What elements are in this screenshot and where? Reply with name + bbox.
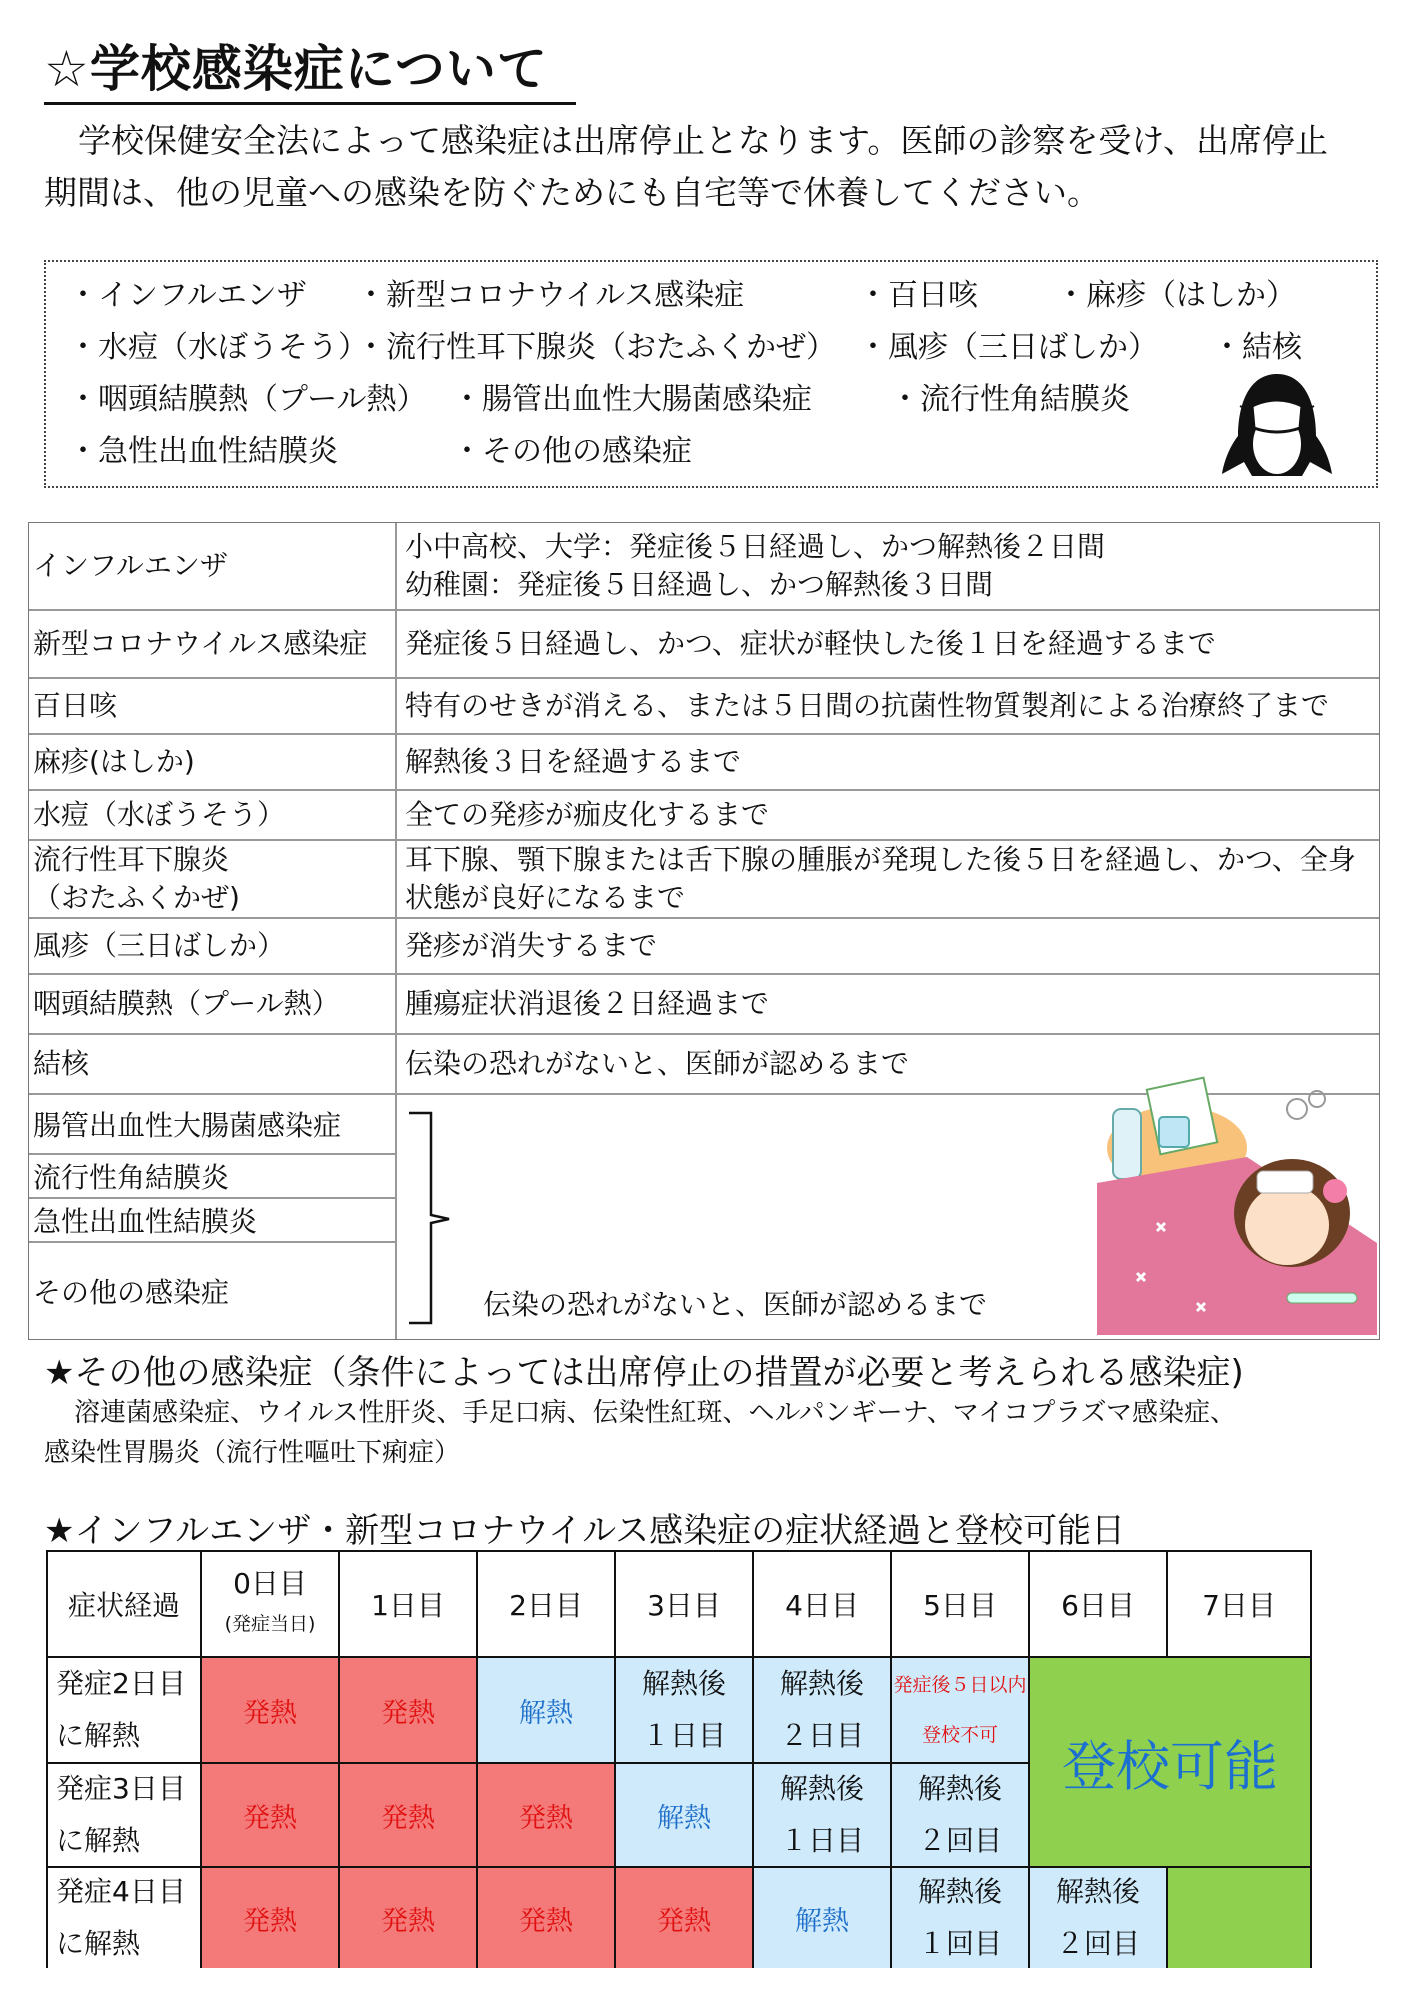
column-header: 2日目 <box>478 1552 616 1658</box>
suspension-period: 特有のせきが消える、または５日間の抗菌性物質製剤による治療終了まで <box>405 689 1330 722</box>
disease-name: 咽頭結膜熱（プール熱） <box>29 975 397 1033</box>
fever-cell: 発熱 <box>340 1868 478 1968</box>
after-fever-cell: 解熱後 １日目 <box>616 1658 754 1764</box>
disease-name: 腸管出血性大腸菌感染症 <box>29 1095 397 1155</box>
intro-line-2: 期間は、他の児童への感染を防ぐためにも自宅等で休養してください。 <box>44 173 1100 212</box>
list-item: ・風疹（三日ばしか） <box>858 330 1158 365</box>
fever-cell: 発熱 <box>340 1764 478 1868</box>
list-item: ・百日咳 <box>858 278 978 313</box>
after-fever-cell: 解熱後 ２回目 <box>1030 1868 1168 1968</box>
no-school-cell: 発症後５日以内 登校不可 <box>892 1658 1030 1764</box>
row-label: 発症4日目 に解熱 <box>48 1868 202 1968</box>
suspension-period-table <box>28 522 1380 1340</box>
table-row <box>29 735 1379 791</box>
table-row <box>29 523 1379 611</box>
suspension-period: 小中高校、大学：発症後５日経過し、かつ解熱後２日間 幼稚園：発症後５日経過し、かつ解熱後３日間 <box>405 530 1106 601</box>
group-brace-icon <box>401 1105 461 1331</box>
penguin-mask-icon <box>1218 366 1336 478</box>
fever-cell: 発熱 <box>340 1658 478 1764</box>
table-row <box>29 679 1379 735</box>
after-fever-cell: 解熱後 ２回目 <box>892 1764 1030 1868</box>
disease-name: 麻疹(はしか) <box>29 735 397 789</box>
list-item: ・腸管出血性大腸菌感染症 <box>452 382 812 417</box>
intro-line-1: 学校保健安全法によって感染症は出席停止となります。医師の診察を受け、出席停止 <box>78 121 1329 160</box>
defervescence-cell: 解熱 <box>478 1658 616 1764</box>
disease-name: 百日咳 <box>29 679 397 733</box>
defervescence-cell: 解熱 <box>616 1764 754 1868</box>
disease-name: 流行性耳下腺炎 （おたふくかぜ) <box>29 841 397 917</box>
list-item: ・急性出血性結膜炎 <box>68 434 338 469</box>
suspension-period: 発症後５日経過し、かつ、症状が軽快した後１日を経過するまで <box>405 627 1216 660</box>
intro-paragraph <box>44 115 1374 219</box>
other-infections-heading: ★その他の感染症（条件によっては出席停止の措置が必要と考えられる感染症) <box>44 1353 1244 1393</box>
disease-name: 結核 <box>29 1035 397 1093</box>
table-row <box>29 919 1379 975</box>
row-label: 発症3日目 に解熱 <box>48 1764 202 1868</box>
list-item: ・麻疹（はしか） <box>1056 278 1296 313</box>
suspension-period: 腫瘍症状消退後２日経過まで <box>405 987 770 1020</box>
disease-name: その他の感染症 <box>29 1243 397 1339</box>
fever-cell: 発熱 <box>202 1868 340 1968</box>
column-header: 症状経過 <box>48 1552 202 1658</box>
schedule-heading: ★インフルエンザ・新型コロナウイルス感染症の症状経過と登校可能日 <box>44 1511 1126 1551</box>
fever-cell: 発熱 <box>616 1868 754 1968</box>
disease-name: 風疹（三日ばしか） <box>29 919 397 973</box>
column-header: 6日目 <box>1030 1552 1168 1658</box>
list-item: ・その他の感染症 <box>452 434 692 469</box>
column-header: 3日目 <box>616 1552 754 1658</box>
disease-list-box <box>44 260 1378 488</box>
fever-cell: 発熱 <box>202 1764 340 1868</box>
table-row <box>29 975 1379 1035</box>
suspension-period: 全ての発疹が痂皮化するまで <box>405 798 770 831</box>
column-header: 4日目 <box>754 1552 892 1658</box>
list-item: ・インフルエンザ <box>68 278 307 313</box>
suspension-period: 解熱後３日を経過するまで <box>405 745 742 778</box>
sick-child-illustration <box>1097 1073 1377 1335</box>
fever-cell: 発熱 <box>202 1658 340 1764</box>
table-row <box>29 611 1379 679</box>
other-infections-list: 溶連菌感染症、ウイルス性肝炎、手足口病、伝染性紅斑、ヘルパンギーナ、マイコプラズマ感染症、 感染性胃腸炎（流行性嘔吐下痢症） <box>44 1398 1236 1468</box>
list-item: ・咽頭結膜熱（プール熱） <box>68 382 427 417</box>
page-title: ☆学校感染症について <box>44 40 576 105</box>
after-fever-cell: 解熱後 ２日目 <box>754 1658 892 1764</box>
list-item: ・流行性耳下腺炎（おたふくかぜ） <box>356 330 836 365</box>
table-row <box>29 791 1379 841</box>
after-fever-cell: 解熱後 １回目 <box>892 1868 1030 1968</box>
row-label: 発症2日目 に解熱 <box>48 1658 202 1764</box>
suspension-period: 耳下腺、顎下腺または舌下腺の腫脹が発現した後５日を経過し、かつ、全身 状態が良好になるまで <box>405 843 1356 914</box>
list-item: ・新型コロナウイルス感染症 <box>356 278 745 313</box>
column-header: 5日目 <box>892 1552 1030 1658</box>
suspension-period: 伝染の恐れがないと、医師が認めるまで <box>405 1047 910 1080</box>
defervescence-cell: 解熱 <box>754 1868 892 1968</box>
disease-name: 新型コロナウイルス感染症 <box>29 611 397 677</box>
after-fever-cell: 解熱後 １日目 <box>754 1764 892 1868</box>
disease-name: 急性出血性結膜炎 <box>29 1199 397 1243</box>
fever-cell: 発熱 <box>478 1764 616 1868</box>
disease-name: インフルエンザ <box>29 523 397 609</box>
column-header: 1日目 <box>340 1552 478 1658</box>
table-row <box>29 841 1379 919</box>
can-attend-cell <box>1168 1868 1310 1968</box>
suspension-period: 発疹が消失するまで <box>405 929 658 962</box>
attendance-schedule-table <box>46 1550 1312 1968</box>
disease-name: 流行性角結膜炎 <box>29 1155 397 1199</box>
column-header-day0: 0日目 (発症当日) <box>202 1552 340 1658</box>
list-item: ・結核 <box>1212 330 1302 365</box>
list-item: ・流行性角結膜炎 <box>890 382 1130 417</box>
can-attend-cell: 登校可能 <box>1030 1658 1310 1868</box>
column-header: 7日目 <box>1168 1552 1310 1658</box>
list-item: ・水痘（水ぼうそう） <box>68 330 368 365</box>
fever-cell: 発熱 <box>478 1868 616 1968</box>
disease-name: 水痘（水ぼうそう） <box>29 791 397 839</box>
group-suspension-period: 伝染の恐れがないと、医師が認めるまで <box>483 1288 988 1321</box>
